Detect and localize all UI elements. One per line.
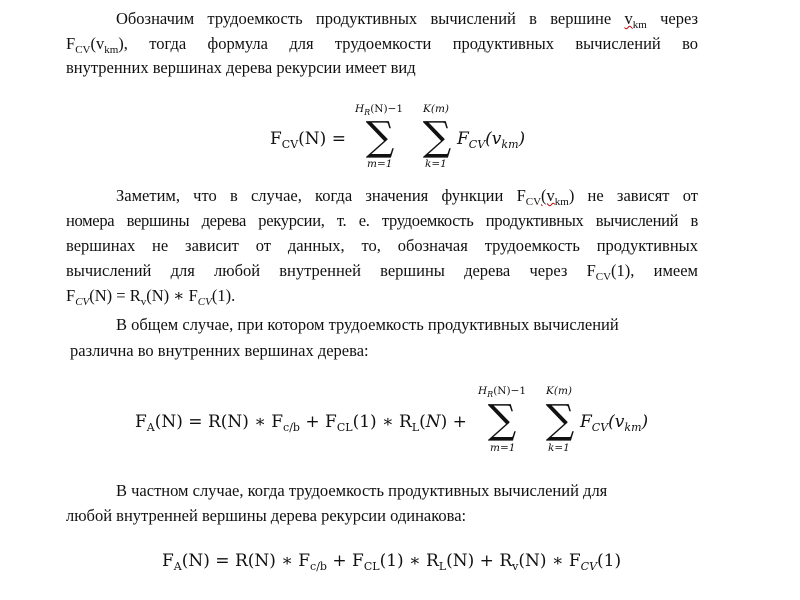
var-F-subscript: CL [336, 421, 353, 434]
text-run: R [487, 390, 494, 399]
text-run: (v [485, 129, 502, 149]
text-run: (v [541, 186, 555, 205]
var-R-subscript: L [438, 560, 447, 573]
text-run: (1), имеем [611, 261, 698, 280]
text-run: (N) = R [89, 286, 141, 305]
var-F-subscript: CV [197, 296, 212, 308]
var-F-subscript: CV [591, 421, 609, 434]
text-run: (1) [597, 551, 622, 571]
var-F-subscript: A [173, 560, 182, 573]
var-F: F [66, 286, 76, 305]
paragraph-4-line-2: любой внутренней вершины дерева рекурсии одинакова: [66, 506, 467, 525]
var-F: F [66, 34, 76, 53]
paragraph-2-line-2: номера вершины дерева рекурсии, т. е. трудоемкость продуктивных вычислений в [66, 211, 698, 230]
text-run: ) не зависят от [568, 186, 698, 205]
text-run: + F [299, 412, 337, 432]
sum-2-sigma: ∑ [422, 114, 452, 160]
var-F-subscript: CV [281, 138, 299, 151]
text-run: Обозначим трудоемкость продуктивных вычислений в вершине [116, 9, 625, 28]
var-F-subscript: CV [595, 271, 612, 283]
var-F-subscript: CV [468, 138, 486, 151]
text-run: (N) ∗ F [146, 286, 198, 305]
paragraph-3-line-2: различна во внутренних вершинах дерева: [70, 341, 369, 360]
text-run: (N)−1 [493, 385, 527, 397]
var-N: N [425, 412, 441, 432]
formula-2-lhs [135, 412, 467, 432]
paragraph-2-line-3: вершинах не зависит от данных, то, обозначая трудоемкость продуктивных [66, 236, 698, 255]
var-F: F [135, 412, 147, 432]
var-F: F [162, 551, 174, 571]
var-F-subscript: CV [525, 196, 542, 208]
var-v-subscript: km [632, 19, 647, 31]
text-run: (N) = [298, 129, 346, 149]
var-F-subscript: CV [75, 296, 90, 308]
paragraph-4-line-1: В частном случае, когда трудоемкость продуктивных вычислений для [116, 481, 608, 500]
text-run: ) + [440, 412, 467, 432]
sum-2-lower-limit: k=1 [425, 158, 447, 170]
sum-2-sigma: ∑ [545, 397, 575, 443]
text-run: R [364, 108, 371, 117]
sum-2-lower-limit: k=1 [548, 442, 570, 454]
text-run: H [355, 103, 365, 115]
text-run: (1). [211, 286, 236, 305]
var-F: F [270, 129, 282, 149]
var-v-subscript: km [501, 138, 519, 151]
text-run: (N) + R [446, 551, 513, 571]
text-run: (N) = R(N) ∗ F [154, 412, 284, 432]
var-F: F [580, 412, 592, 432]
text-run: (1) ∗ R [379, 551, 439, 571]
text-run: вычислений для любой внутренней вершины дерева через F [66, 261, 596, 280]
text-run: через [646, 9, 698, 28]
var-F-subscript: CV [75, 44, 91, 56]
text-run: + F [326, 551, 364, 571]
var-F-subscript: CV [580, 560, 598, 573]
text-run: (v [608, 412, 625, 432]
text-run: ) [641, 412, 649, 432]
var-R-subscript: v [512, 560, 519, 573]
formula-2-term [580, 412, 648, 432]
var-v-subscript: km [554, 196, 569, 208]
text-run: (N)−1 [370, 103, 404, 115]
sum-2-upper-limit: K(m) [423, 103, 449, 115]
text-run: (1) ∗ R [352, 412, 412, 432]
var-F: F [457, 129, 469, 149]
var-F-subscript: c/b [283, 421, 300, 434]
text-run: (v [90, 34, 105, 53]
text-run: (N) ∗ F [518, 551, 581, 571]
text-run: Заметим, что в случае, когда значения функции F [116, 186, 526, 205]
var-R-subscript: v [140, 296, 147, 308]
text-run: ), тогда формула для трудоемкости продуктивных вычислений во [118, 34, 698, 53]
text-run: ( [419, 412, 426, 432]
sum-1-lower-limit: m=1 [490, 442, 516, 454]
var-F-subscript: c/b [310, 560, 327, 573]
paragraph-3-line-1: В общем случае, при котором трудоемкость продуктивных вычислений [116, 315, 619, 334]
sum-1-lower-limit: m=1 [367, 158, 393, 170]
var-R-subscript: L [411, 421, 420, 434]
var-F-subscript: CL [363, 560, 380, 573]
var-v: v [624, 9, 633, 28]
var-v-subscript: km [104, 44, 119, 56]
sum-1-sigma: ∑ [487, 397, 517, 443]
paragraph-1-line-3: внутренних вершинах дерева рекурсии имеет вид [66, 58, 416, 77]
sum-2-upper-limit: K(m) [546, 385, 572, 397]
formula-3 [162, 551, 621, 571]
text-run: ) [518, 129, 526, 149]
var-v-subscript: km [624, 421, 642, 434]
var-F-subscript: A [146, 421, 155, 434]
text-run: H [478, 385, 488, 397]
sum-1-sigma: ∑ [365, 114, 395, 160]
text-run: (N) = R(N) ∗ F [181, 551, 311, 571]
